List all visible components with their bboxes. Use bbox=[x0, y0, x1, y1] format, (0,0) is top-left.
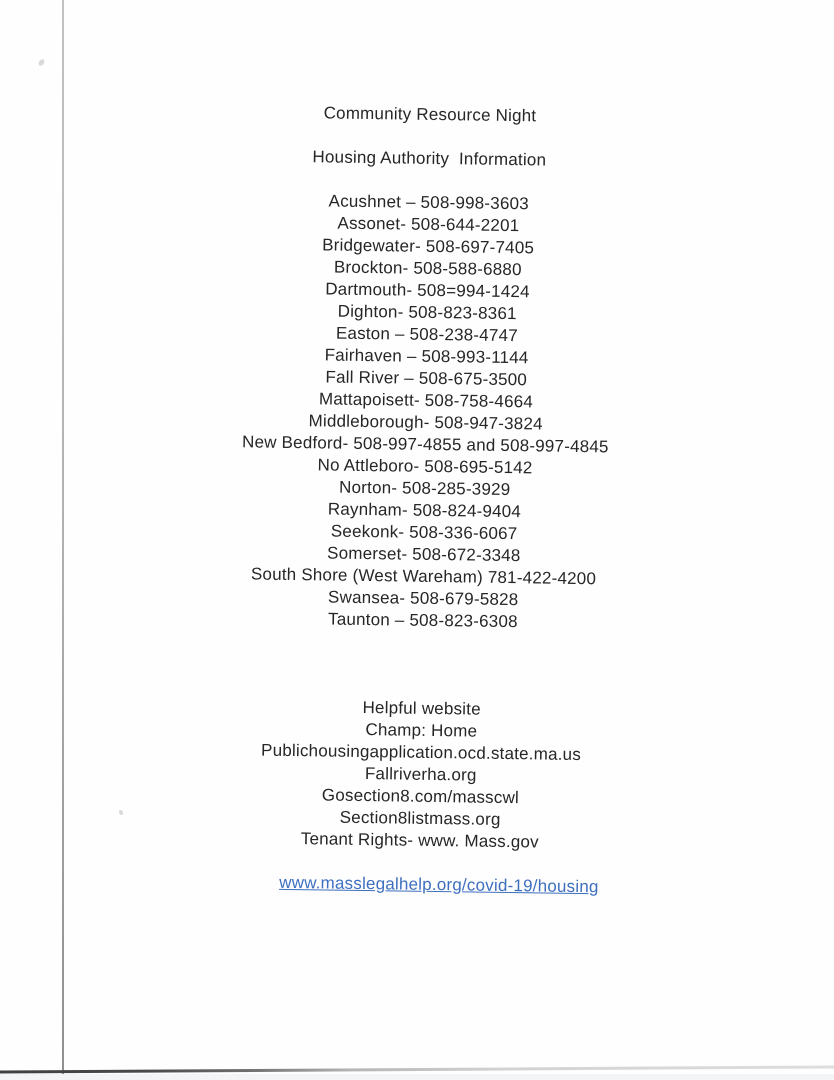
housing-authority-entry: Fairhaven – 508-993-1144 bbox=[324, 345, 529, 368]
housing-authority-entry: Brockton- 508-588-6880 bbox=[333, 257, 522, 280]
website-entry: Fallriverha.org bbox=[364, 764, 477, 785]
housing-authority-entry: No Attleboro- 508-695-5142 bbox=[317, 455, 533, 478]
page-title: Community Resource Night bbox=[323, 103, 537, 126]
housing-authority-entry: Dartmouth- 508=994-1424 bbox=[325, 279, 530, 302]
housing-authority-entry: Mattapoisett- 508-758-4664 bbox=[318, 389, 534, 412]
website-entry: Publichousingapplication.ocd.state.ma.us bbox=[261, 740, 582, 765]
website-entry: Champ: Home bbox=[365, 720, 478, 741]
housing-authority-entry: Swansea- 508-679-5828 bbox=[327, 587, 519, 610]
housing-authority-entry: Bridgewater- 508-697-7405 bbox=[322, 235, 535, 258]
housing-authority-entry: Seekonk- 508-336-6067 bbox=[330, 521, 518, 544]
housing-authority-entry: South Shore (West Wareham) 781-422-4200 bbox=[250, 564, 597, 589]
housing-authority-entry: Raynham- 508-824-9404 bbox=[327, 499, 522, 522]
housing-authority-entry: Taunton – 508-823-6308 bbox=[327, 609, 518, 632]
housing-authority-entry: Dighton- 508-823-8361 bbox=[337, 301, 517, 324]
websites-heading: Helpful website bbox=[362, 697, 481, 719]
housing-authority-entry: Assonet- 508-644-2201 bbox=[337, 213, 520, 236]
scan-artifact-bottom-edge bbox=[0, 1065, 834, 1073]
housing-authority-entry: Fall River – 508-675-3500 bbox=[325, 367, 528, 390]
website-entry: Section8listmass.org bbox=[339, 807, 501, 829]
scan-artifact-bottom-strip bbox=[0, 1074, 834, 1080]
document-content bbox=[10, 0, 834, 924]
housing-authority-entry: Norton- 508-285-3929 bbox=[338, 477, 511, 500]
housing-authority-entry: Easton – 508-238-4747 bbox=[335, 323, 518, 346]
page-subtitle: Housing Authority Information bbox=[312, 147, 547, 170]
website-entry: Tenant Rights- www. Mass.gov bbox=[300, 829, 539, 852]
housing-authority-entry: Middleborough- 508-947-3824 bbox=[308, 411, 543, 434]
helpful-websites-section bbox=[10, 692, 831, 923]
housing-authority-list bbox=[14, 186, 834, 637]
housing-authority-entry: Somerset- 508-672-3348 bbox=[326, 543, 521, 566]
housing-authority-entry: Acushnet – 508-998-3603 bbox=[328, 191, 529, 214]
housing-authority-entry: New Bedford- 508-997-4855 and 508-997-4845 bbox=[241, 432, 609, 457]
masslegalhelp-link[interactable]: www.masslegalhelp.org/covid-19/housing bbox=[279, 872, 599, 897]
website-entry: Gosection8.com/masscwl bbox=[321, 785, 520, 808]
